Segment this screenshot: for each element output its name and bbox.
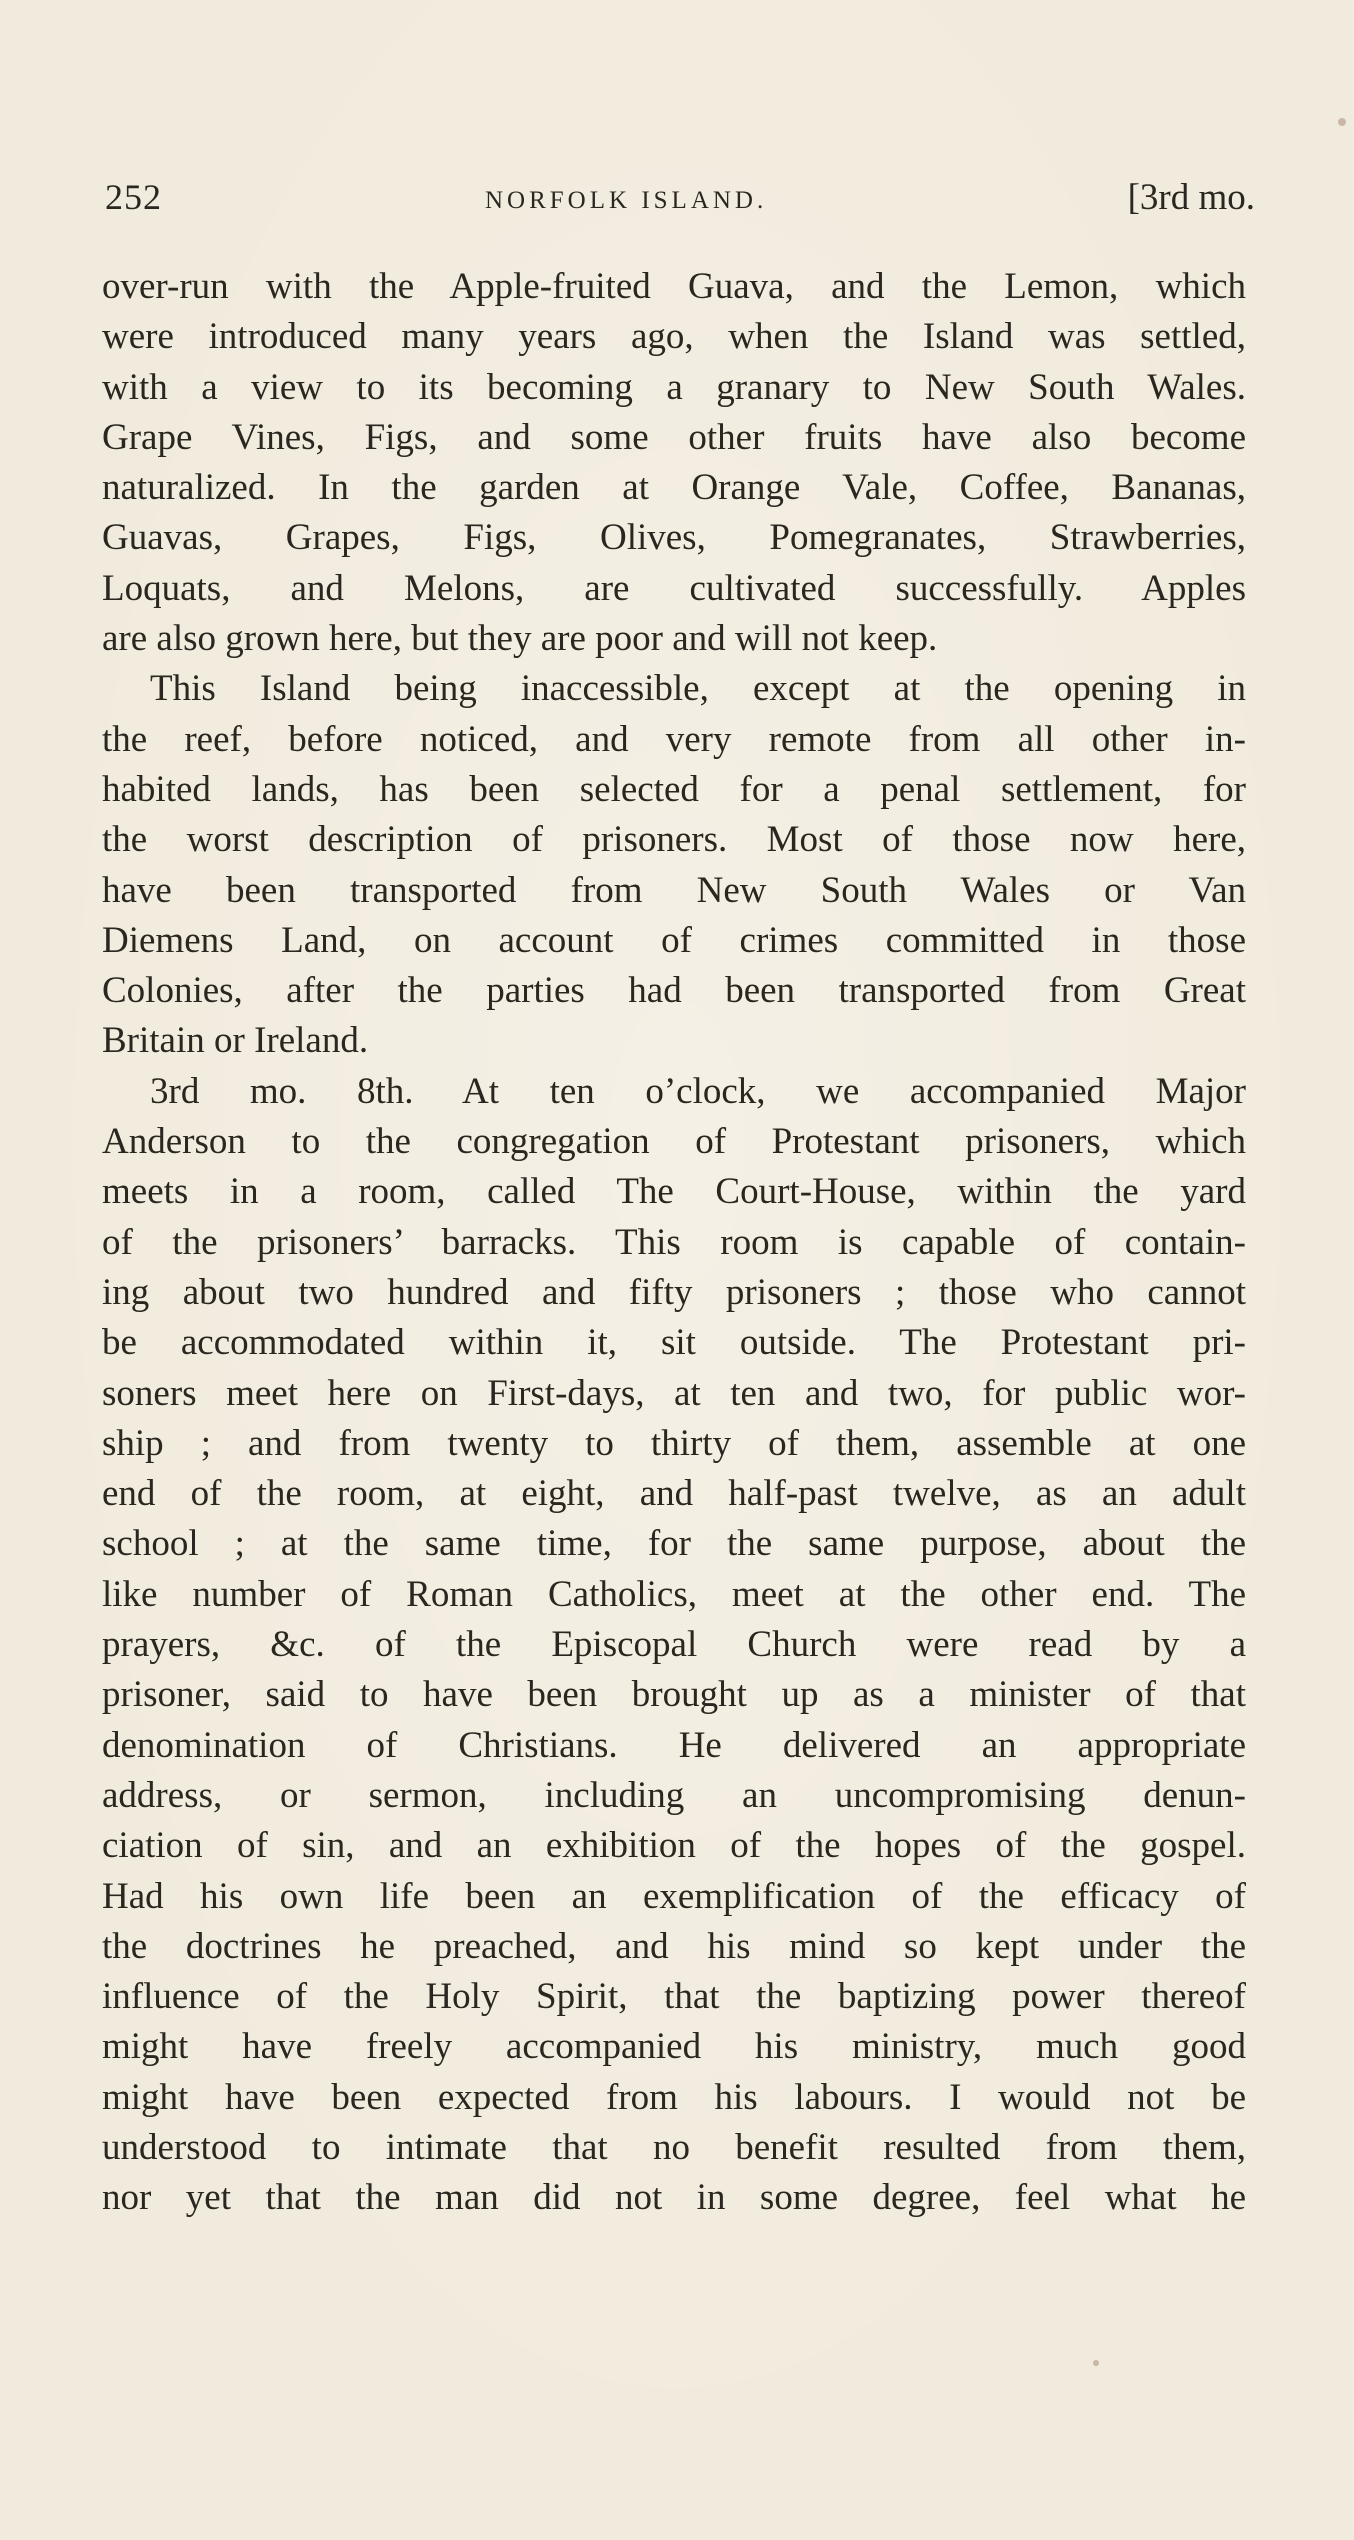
- text-line: Britain or Ireland.: [102, 1020, 369, 1062]
- text-line: understood to intimate that no benefit resulted from them,: [102, 2126, 1246, 2168]
- paper-speck: [1093, 2360, 1099, 2366]
- paper-speck: [1338, 118, 1346, 126]
- text-line: habited lands, has been selected for a penal settlement, for: [102, 768, 1246, 810]
- text-line: influence of the Holy Spirit, that the baptizing power thereof: [102, 1976, 1246, 2018]
- text-line: Colonies, after the parties had been transported from Great: [102, 970, 1246, 1012]
- text-line: Anderson to the congregation of Protestant prisoners, which: [102, 1121, 1246, 1163]
- text-line: meets in a room, called The Court-House, within the yard: [102, 1171, 1246, 1213]
- text-line: the doctrines he preached, and his mind so kept under the: [102, 1925, 1246, 1967]
- page-number: 252: [105, 177, 162, 217]
- body-text: [102, 262, 1246, 2224]
- text-line: 3rd mo. 8th. At ten o’clock, we accompanied Major: [150, 1070, 1246, 1112]
- text-line: might have freely accompanied his ministry, much good: [102, 2026, 1246, 2068]
- text-line: Loquats, and Melons, are cultivated successfully. Apples: [102, 567, 1246, 609]
- text-line: might have been expected from his labours. I would not be: [102, 2076, 1246, 2118]
- text-line: like number of Roman Catholics, meet at the other end. The: [102, 1573, 1246, 1615]
- text-line: Diemens Land, on account of crimes committed in those: [102, 919, 1246, 961]
- text-line: denomination of Christians. He delivered an appropriate: [102, 1724, 1246, 1766]
- running-date: [3rd mo.: [1127, 177, 1255, 218]
- text-line: ing about two hundred and fifty prisoners ; those who cannot: [102, 1271, 1246, 1313]
- text-line: Grape Vines, Figs, and some other fruits have also become: [102, 416, 1246, 458]
- text-line: have been transported from New South Wales or Van: [102, 869, 1246, 911]
- text-line: Had his own life been an exemplification of the efficacy of: [102, 1875, 1246, 1917]
- text-line: over-run with the Apple-fruited Guava, and the Lemon, which: [102, 266, 1246, 307]
- text-line: end of the room, at eight, and half-past twelve, as an adult: [102, 1473, 1246, 1515]
- text-line: Guavas, Grapes, Figs, Olives, Pomegranates, Strawberries,: [102, 517, 1246, 559]
- text-line: the worst description of prisoners. Most of those now here,: [102, 819, 1246, 861]
- text-line: be accommodated within it, sit outside. The Protestant pri-: [102, 1322, 1246, 1364]
- text-line: prisoner, said to have been brought up as a minister of that: [102, 1674, 1246, 1716]
- text-line: address, or sermon, including an uncompromising denun-: [102, 1774, 1246, 1816]
- text-line: of the prisoners’ barracks. This room is capable of contain-: [102, 1221, 1246, 1263]
- text-line: This Island being inaccessible, except at the opening in: [150, 668, 1246, 710]
- text-line: were introduced many years ago, when the Island was settled,: [102, 316, 1246, 358]
- text-line: the reef, before noticed, and very remote from all other in-: [102, 718, 1246, 760]
- text-line: are also grown here, but they are poor and will not keep.: [102, 618, 938, 660]
- running-header: [105, 176, 1255, 236]
- text-line: school ; at the same time, for the same purpose, about the: [102, 1523, 1246, 1565]
- text-line: prayers, &c. of the Episcopal Church were read by a: [102, 1624, 1246, 1666]
- text-line: ship ; and from twenty to thirty of them, assemble at one: [102, 1422, 1246, 1464]
- text-line: ciation of sin, and an exhibition of the hopes of the gospel.: [102, 1825, 1246, 1867]
- running-title: NORFOLK ISLAND.: [485, 187, 768, 214]
- text-line: naturalized. In the garden at Orange Vale, Coffee, Bananas,: [102, 467, 1246, 509]
- text-line: nor yet that the man did not in some degree, feel what he: [102, 2177, 1246, 2219]
- text-line: with a view to its becoming a granary to New South Wales.: [102, 366, 1246, 408]
- text-line: soners meet here on First-days, at ten and two, for public wor-: [102, 1372, 1246, 1414]
